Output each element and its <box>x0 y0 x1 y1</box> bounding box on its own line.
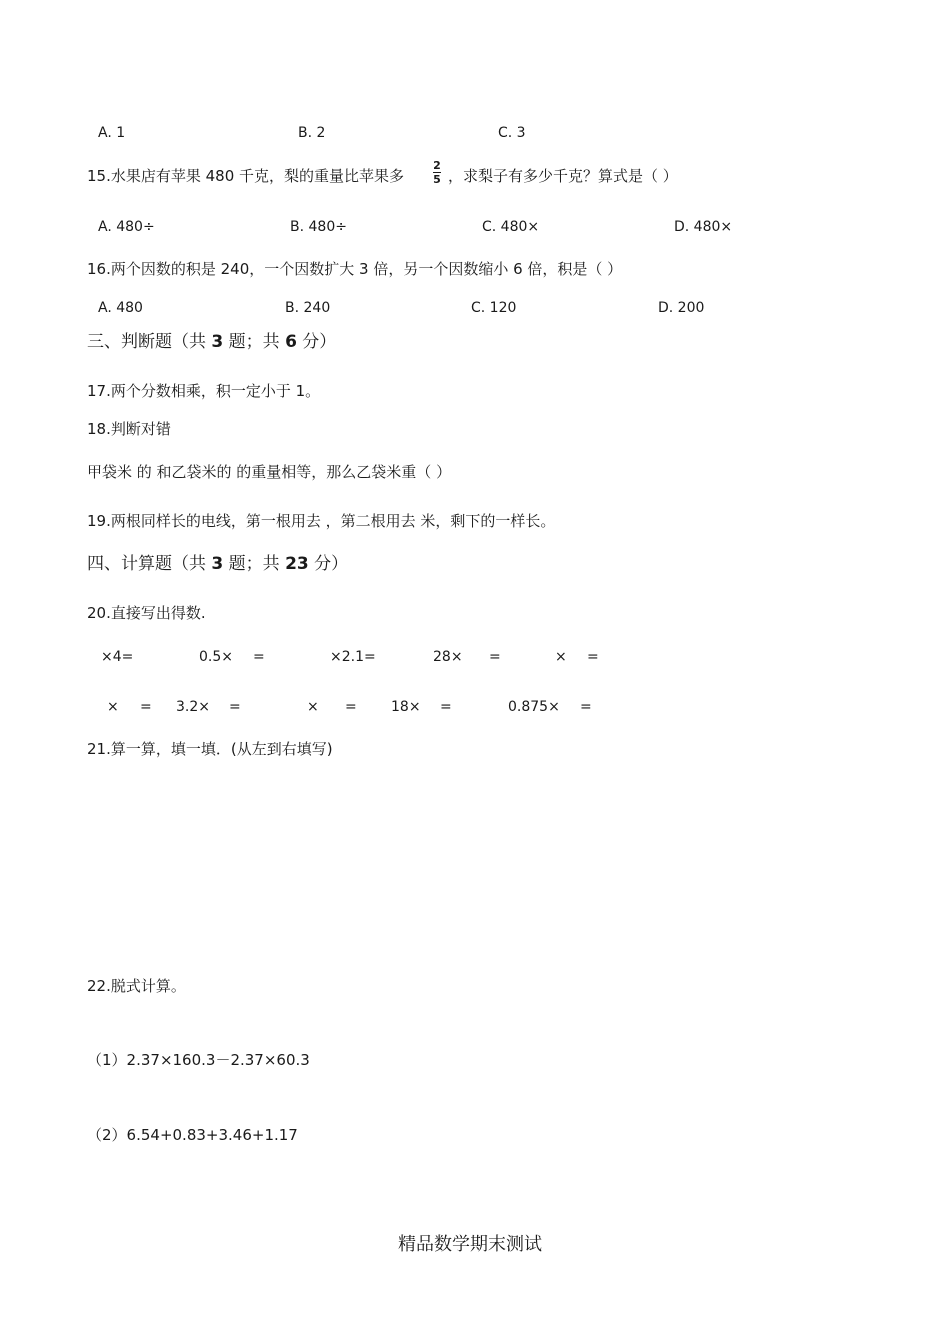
section-3-heading: 三、判断题（共 3 题；共 6 分） <box>87 332 337 352</box>
q16-option-b: B. 240 <box>285 300 331 316</box>
q16-option-d: D. 200 <box>658 300 705 316</box>
q20-row2-item: 0.875× <box>508 699 560 715</box>
q20-row2-item: = <box>229 699 241 715</box>
q14-option-c: C. 3 <box>498 125 526 141</box>
q20-row1-item: × <box>555 649 567 665</box>
q22-part-1: （1）2.37×160.3－2.37×60.3 <box>87 1051 310 1069</box>
q15-option-b: B. 480÷ <box>290 219 347 235</box>
q20-row2-item: = <box>140 699 152 715</box>
q20-row2-item: 3.2× <box>176 699 210 715</box>
q20-row1-item: = <box>253 649 265 665</box>
fraction-denominator: 5 <box>433 173 441 186</box>
section-4-heading: 四、计算题（共 3 题；共 23 分） <box>87 554 349 574</box>
q18-body: 甲袋米 的 和乙袋米的 的重量相等，那么乙袋米重（ ） <box>87 463 452 481</box>
q17-text: 17.两个分数相乘，积一定小于 1。 <box>87 382 321 400</box>
q20-row1-item: ×4= <box>101 649 134 665</box>
q15-option-d: D. 480× <box>674 219 733 235</box>
q19-text: 19.两根同样长的电线，第一根用去 ，第二根用去 米，剩下的一样长。 <box>87 512 556 530</box>
q20-row2-item: × <box>107 699 119 715</box>
q16-text: 16.两个因数的积是 240，一个因数扩大 3 倍，另一个因数缩小 6 倍，积是（ ） <box>87 260 623 278</box>
q20-row2-item: = <box>580 699 592 715</box>
q20-row1-item: = <box>587 649 599 665</box>
q15-text-suffix: ，求梨子有多少千克？算式是（ ） <box>448 167 678 185</box>
q20-row1-item: 28× <box>433 649 463 665</box>
q20-row1-item: 0.5× <box>199 649 233 665</box>
q20-row2-item: = <box>345 699 357 715</box>
q20-row2-item: × <box>307 699 319 715</box>
q20-title: 20.直接写出得数. <box>87 604 206 622</box>
q21-text: 21.算一算，填一填．(从左到右填写) <box>87 740 333 758</box>
q14-option-a: A. 1 <box>98 125 126 141</box>
q20-row1-item: = <box>489 649 501 665</box>
q22-part-2: （2）6.54+0.83+3.46+1.17 <box>87 1126 298 1144</box>
q20-row2-item: 18× <box>391 699 421 715</box>
q20-row2-item: = <box>440 699 452 715</box>
q16-option-a: A. 480 <box>98 300 143 316</box>
q15-fraction <box>433 160 441 185</box>
q15-text-prefix: 15.水果店有苹果 480 千克，梨的重量比苹果多 <box>87 167 405 185</box>
fraction-numerator: 2 <box>433 159 441 172</box>
page-footer: 精品数学期末测试 <box>398 1234 542 1255</box>
q16-option-c: C. 120 <box>471 300 517 316</box>
q18-title: 18.判断对错 <box>87 420 171 438</box>
q14-option-b: B. 2 <box>298 125 326 141</box>
q22-title: 22.脱式计算。 <box>87 977 186 995</box>
q15-option-c: C. 480× <box>482 219 540 235</box>
q20-row1-item: ×2.1= <box>330 649 376 665</box>
q15-option-a: A. 480÷ <box>98 219 155 235</box>
